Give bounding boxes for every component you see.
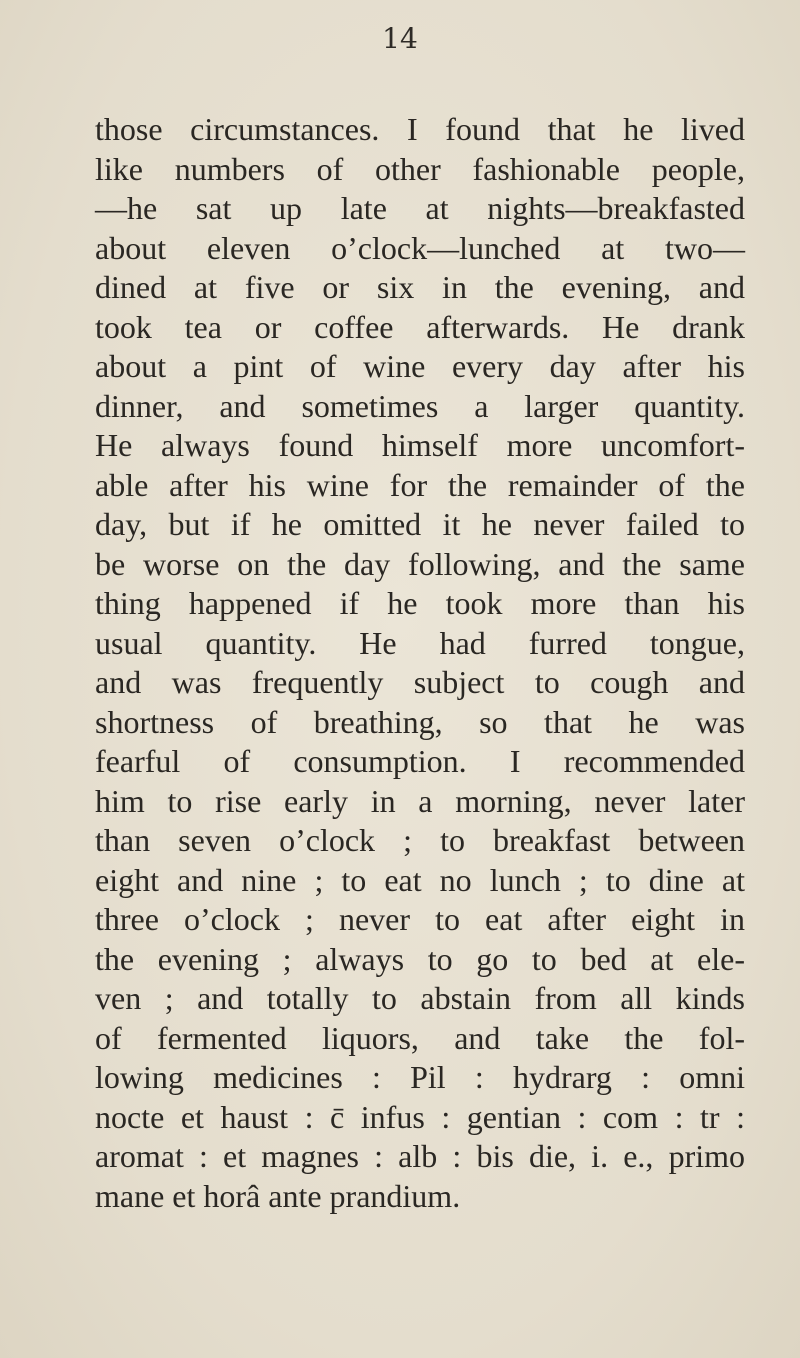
text-line: took tea or coffee afterwards. He drank xyxy=(95,308,745,345)
text-line: dined at five or six in the evening, and xyxy=(95,269,745,305)
text-line: day, but if he omitted it he never failed to xyxy=(95,506,745,542)
text-line: aromat : et magnes : alb : bis die, i. e., primo xyxy=(95,1138,745,1174)
text-line: like numbers of other fashionable people, xyxy=(95,150,745,187)
text-line: of fermented liquors, and take the fol- xyxy=(95,1019,745,1056)
body-text xyxy=(95,110,745,1216)
text-line: lowing medicines : Pil : hydrarg : omni xyxy=(95,1059,745,1095)
text-line: —he sat up late at nights—breakfasted xyxy=(95,190,745,226)
text-line: able after his wine for the remainder of the xyxy=(95,466,745,503)
text-line: fearful of consumption. I recommended xyxy=(95,743,745,779)
text-line: He always found himself more uncomfort- xyxy=(95,427,745,463)
text-line: three o’clock ; never to eat after eight in xyxy=(95,901,745,937)
text-line: be worse on the day following, and the same xyxy=(95,545,745,582)
text-line: usual quantity. He had furred tongue, xyxy=(95,624,745,661)
text-line: ven ; and totally to abstain from all kinds xyxy=(95,980,745,1016)
text-line: and was frequently subject to cough and xyxy=(95,664,745,700)
text-line: the evening ; always to go to bed at ele- xyxy=(95,940,745,977)
text-line: shortness of breathing, so that he was xyxy=(95,703,745,740)
text-line: about eleven o’clock—lunched at two— xyxy=(95,229,745,266)
text-line: those circumstances. I found that he lived xyxy=(95,111,745,147)
text-line: thing happened if he took more than his xyxy=(95,585,745,621)
text-line: nocte et haust : c̄ infus : gentian : com : tr : xyxy=(95,1098,745,1135)
text-line: mane et horâ ante prandium. xyxy=(95,1177,461,1214)
text-line: than seven o’clock ; to breakfast between xyxy=(95,822,745,858)
text-line: about a pint of wine every day after his xyxy=(95,348,745,384)
text-line: eight and nine ; to eat no lunch ; to dine at xyxy=(95,861,745,898)
text-line: him to rise early in a morning, never later xyxy=(95,782,745,819)
text-line: dinner, and sometimes a larger quantity. xyxy=(95,387,745,424)
page-number: 14 xyxy=(382,22,418,55)
